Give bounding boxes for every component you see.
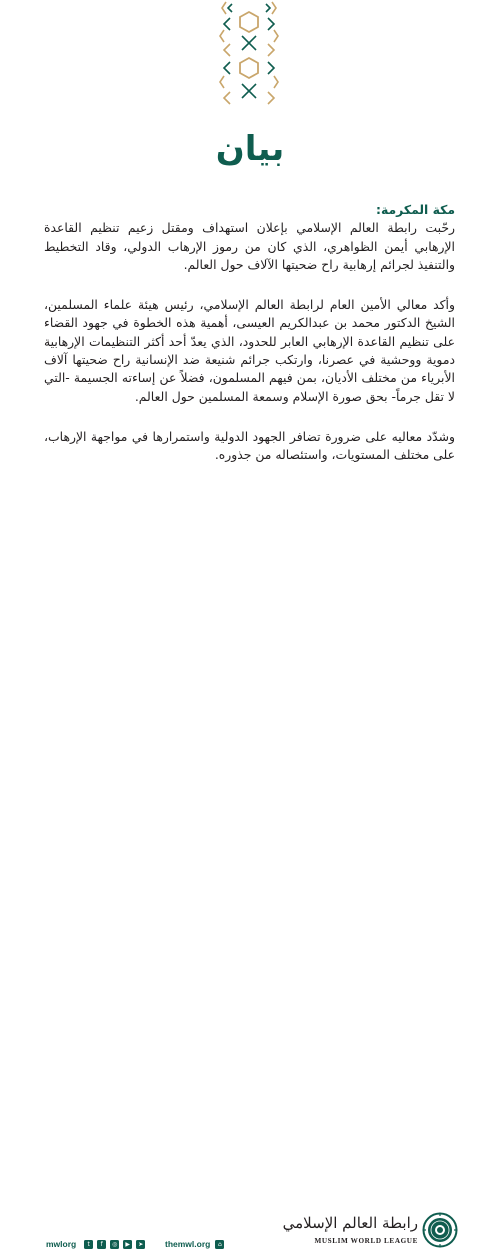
statement-body [44, 201, 455, 487]
paragraph-1-text: رحّبت رابطة العالم الإسلامي بإعلان استهداف ومقتل زعيم تنظيم القاعدة الإرهابي أيمن الظواهري، الذي كان من رموز الإرهاب الدولي، وقاد التخطيط والتنفيذ لجرائم إرهابية راح ضحيتها الآلاف حول العالم. [44, 220, 455, 272]
website-icon: ⌂ [215, 1240, 224, 1249]
paragraph-1 [44, 201, 455, 274]
dateline: مكة المكرمة: [376, 202, 455, 217]
website-link[interactable] [165, 1239, 224, 1249]
emblem-icon [422, 1212, 458, 1248]
youtube-icon[interactable]: ▶ [123, 1240, 132, 1249]
logo-english-text: MUSLIM WORLD LEAGUE [314, 1237, 418, 1245]
social-handle: mwlorg [46, 1239, 77, 1249]
twitter-icon[interactable]: t [84, 1240, 93, 1249]
facebook-icon[interactable]: f [97, 1240, 106, 1249]
paragraph-3: وشدّد معاليه على ضرورة تضافر الجهود الدولية واستمرارها في مواجهة الإرهاب، على مختلف المستويات، واستئصاله من جذوره. [44, 428, 455, 463]
instagram-icon[interactable]: ◎ [112, 1240, 118, 1248]
footer [0, 600, 500, 1249]
decorative-ornament [218, 0, 280, 106]
mwl-logo [282, 1212, 458, 1254]
social-links [46, 1239, 145, 1249]
paragraph-2: وأكد معالي الأمين العام لرابطة العالم الإسلامي، رئيس هيئة علماء المسلمين، الشيخ الدكتور محمد بن عبدالكريم العيسى، أهمية هذه الخطوة في جهود القضاء على تنظيم القاعدة الإرهابي العابر للحدود، الذي يعدّ أحد أكثر التنظيمات الإرهابية دموية ووحشية في عصرنا، وارتكب جرائم شنيعة ضد الإنسانية راح ضحيتها آلاف الأبرياء من مختلف الأديان، بمن فيهم المسلمون، فضلاً عن إساءته الجسيمة -التي لا تقل جرماً- بحق صورة الإسلام وسمعة المسلمين حول العالم. [44, 297, 455, 404]
page-title: بيان [215, 129, 285, 169]
website-url[interactable]: themwl.org [165, 1239, 211, 1249]
telegram-icon[interactable]: ➤ [138, 1240, 144, 1248]
logo-arabic-text: رابطة العالم الإسلامي [282, 1214, 418, 1232]
